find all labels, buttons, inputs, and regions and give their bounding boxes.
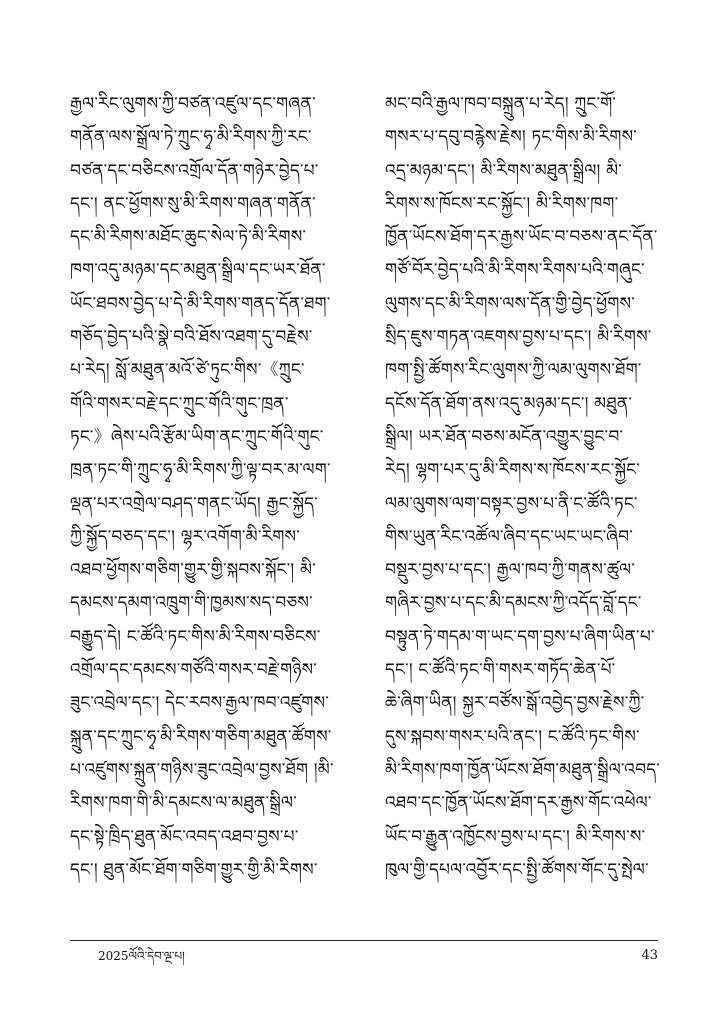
text-line: ཁག་འདུ་མཉམ་དང་མཐུན་སྒྲིལ་དང་ཡར་ཐོན་ <box>70 260 326 281</box>
text-line: དང་སྟེ་ཁྲིད་ཐུན་མོང་འབད་འཐབ་བྱས་པ་ <box>70 826 299 847</box>
text-line: ཁྲན་ཏང་གི་ཀྲུང་ཧྭ་མི་རིགས་ཀྱི་ལྟ་བར་མ་ལག་ <box>70 460 331 481</box>
text-line: སྒྲིལ། ཡར་ཐོན་བཅས་མངོན་འགྱུར་བྱུང་བ་ <box>385 426 624 447</box>
text-line: འགྲོལ་དང་དམངས་གཙོའི་གསར་བརྗེ་གཉིས་ <box>70 660 318 681</box>
text-line: མང་བའི་རྒྱལ་ཁབ་བསྐྲུན་པ་རེད། ཀྲུང་གོ་ <box>385 94 617 114</box>
text-line: ལུགས་དང་མི་རིགས་ལས་དོན་གྱི་བྱེད་ཕྱོགས་ <box>385 293 635 314</box>
text-line: དང་། ཐུན་མོང་ཐོག་གཅིག་གྱུར་གྱི་མི་རིགས་ <box>70 859 318 880</box>
text-line: རིགས་ས་ཁོངས་རང་སྐྱོང་། མི་རིགས་ཁག་ <box>385 193 619 214</box>
text-line: གཙོ་བོར་བྱེད་པའི་མི་རིགས་རིགས་པའི་གཞུང་ <box>385 260 645 281</box>
text-line: རེད། ལྷག་པར་དུ་མི་རིགས་ས་ཁོངས་རང་སྐྱོང་ <box>385 460 641 481</box>
text-line: པ་རེད། སློ་མཐུན་མའོ་ཙེ་ཏུང་གིས་《ཀྲུང་ <box>70 360 305 381</box>
text-line: བཙན་དང་བཅིངས་འགྲོལ་དོན་གཉེར་བྱེད་པ་ <box>70 160 319 181</box>
text-line: མི་རིགས་ཁག་ཁྱོན་ཡོངས་ཐོག་མཐུན་སྒྲིལ་འབད་ <box>385 759 661 780</box>
footer-issue-label: 2025ལོའི་དེབ་ལྔ་པ། <box>98 949 185 963</box>
text-line: ཀྱི་སྐྱོད་བཅད་དང་། ལྷར་འགོག་མི་རིགས་ <box>70 526 300 547</box>
text-line: ལྡན་པར་འགྲེལ་བཤད་གནང་ཡོད། རྒྱང་སྐྱོད་ <box>70 493 318 514</box>
text-line: དང་། ནང་ཕྱོགས་སུ་མི་རིགས་གཞན་གནོན་ <box>70 193 316 214</box>
footer-rule <box>70 940 658 941</box>
text-line: རིགས་ཁག་གི་མི་དམངས་ལ་མཐུན་སྒྲིལ་ <box>70 793 297 814</box>
text-line: ཡོང་ཐབས་བྱེད་པ་དེ་མི་རིགས་གནད་དོན་ཐག་ <box>70 293 331 314</box>
text-line: བསྟུན་ཏེ་གདམ་ག་ཡང་དག་བྱས་པ་ཞིག་ཡིན་པ་ <box>385 626 655 647</box>
text-line: དམངས་དམག་འཁྲུག་གི་ཁྱམས་སད་བཅས་ <box>70 593 313 614</box>
text-line: གནོན་ལས་སྒྲོལ་ཏེ་ཀྲུང་ཧྭ་མི་རིགས་ཀྱི་རང་ <box>70 127 312 148</box>
left-text-column <box>70 88 355 887</box>
text-line: དུས་སྐབས་གསར་པའི་ནང་། ང་ཚོའི་ཏང་གིས་ <box>385 726 640 747</box>
text-line: བརྒྱུད་དེ། ང་ཚོའི་ཏང་གིས་མི་རིགས་བཅིངས་ <box>70 626 321 647</box>
text-line: དང་། ང་ཚོའི་ཏང་གི་གསར་གཏོད་ཆེན་པོ་ <box>385 660 616 681</box>
text-line: གོའི་གསར་བརྗེ་དང་ཀྲུང་གོའི་གུང་ཁྲན་ <box>70 393 289 414</box>
text-line: ཟུང་འབྲེལ་དང་། དེང་རབས་རྒྱལ་ཁབ་འཛུགས་ <box>70 693 330 714</box>
text-line: འཐབ་དང་ཁྱོན་ཡོངས་ཐོག་དར་རྒྱས་གོང་འཕེལ་ <box>385 793 652 814</box>
text-line: ཡོང་བ་རྒྱུན་འཁྱོངས་བྱས་པ་དང་། མི་རིགས་ས་ <box>385 826 646 847</box>
text-line: ཁག་སྤྱི་ཚོགས་རིང་ལུགས་ཀྱི་ལམ་ལུགས་ཐོག་ <box>385 360 642 381</box>
text-line: རྒྱལ་རིང་ལུགས་ཀྱི་བཙན་འཛུལ་དང་གཞན་ <box>70 94 316 114</box>
text-line: འཐབ་ཕྱོགས་གཅིག་གྱུར་གྱི་སྐབས་སྐོང་། མི་ <box>70 560 316 581</box>
text-line: ཁྱོན་ཡོངས་ཐོག་དར་རྒྱས་ཡོང་བ་བཅས་ནང་དོན་ <box>385 227 658 248</box>
text-line: ཁུལ་གྱི་དཔལ་འབྱོར་དང་སྤྱི་ཚོགས་གོང་དུ་སྤེལ་ <box>385 859 649 880</box>
page-number: 43 <box>641 948 658 963</box>
right-text-column <box>385 88 670 887</box>
text-line: གཅོད་བྱེད་པའི་སྣེ་བའི་ཐོས་འཐག་དུ་བརྗེས་ <box>70 327 313 348</box>
text-line: ཏང་》ཞེས་པའི་རྩོམ་ཡིག་ནང་ཀྲུང་གོའི་གུང་ <box>70 426 324 447</box>
text-line: འདྲ་མཉམ་དང་། མི་རིགས་མཐུན་སྒྲིལ། མི་ <box>385 160 623 181</box>
text-line: བསྡུར་བྱས་པ་དང་། རྒྱལ་ཁབ་ཀྱི་གནས་ཚུལ་ <box>385 560 636 581</box>
text-line: དངོས་དོན་ཐོག་ནས་འདུ་མཉམ་དང་། མཐུན་ <box>385 393 633 414</box>
text-line: ལམ་ལུགས་ལག་བསྟར་བྱས་པ་ནི་ང་ཚོའི་ཏང་ <box>385 493 638 514</box>
text-line: པ་འཛུགས་སྐྲུན་གཉིས་ཟུང་འབྲེལ་བྱས་ཐོག །མི་ <box>70 759 334 780</box>
text-line: གསར་པ་དབུ་བརྙེས་རྗེས། ཏང་གིས་མི་རིགས་ <box>385 127 638 148</box>
text-line: དང་མི་རིགས་མཐོང་ཆུང་སེལ་ཏེ་མི་རིགས་ <box>70 227 307 248</box>
text-line: ཆེ་ཞིག་ཡིན། སྐྱར་བཙོས་སྒོ་འབྱེད་བྱས་རྗེས་ཀྱི་ <box>385 693 645 714</box>
text-line: གིས་ཡུན་རིང་འཚོལ་ཞིབ་དང་ཡང་ཡང་ཞིབ་ <box>385 526 634 547</box>
text-line: གཞིར་བྱས་པ་དང་མི་དམངས་ཀྱི་འདོད་བློ་དང་ <box>385 593 642 614</box>
text-line: སྲིད་ཇུས་གཏན་འཇགས་བྱས་པ་དང་། མི་རིགས་ <box>385 327 652 348</box>
text-line: སྐྲུན་དང་ཀྲུང་ཧྭ་མི་རིགས་གཅིག་མཐུན་ཚོགས་ <box>70 726 332 747</box>
